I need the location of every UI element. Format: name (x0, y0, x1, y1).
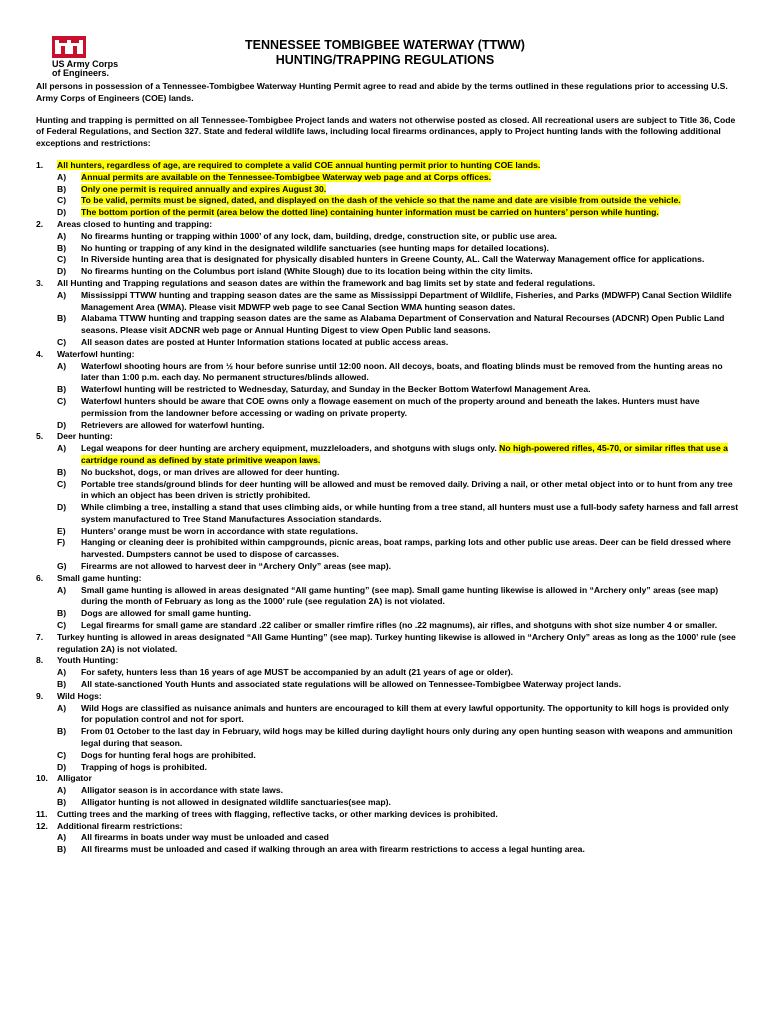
subitem-text-content: Hanging or cleaning deer is prohibited within campgrounds, picnic areas, boat ramps, parking lots and other public use areas. Deer can be field dressed where harvested. Dumpsters cannot be used to dispose of carcasses. (81, 537, 731, 560)
subitem-letter: C) (57, 478, 67, 489)
regulation-item (36, 160, 740, 172)
item-number: 10. (36, 773, 48, 784)
subitem-text-content: Wild Hogs are classified as nuisance animals and hunters are encouraged to kill them at every lawful opportunity. The opportunity to kill hogs is provided only for population control and not for sport. (81, 702, 729, 725)
logo-line2: of Engineers. (52, 68, 110, 78)
subitem-text-content: Waterfowl shooting hours are from ½ hour before sunrise until 12:00 noon. All decoys, boats, and floating blinds must be removed from the hunting areas no later than 1:00 p.m. each day. No permanent structures/blinds allowed. (81, 360, 723, 383)
subitem-text-content: Alabama TTWW hunting and trapping season dates are the same as Alabama Department of Conservation and Natural Recourses (ADCNR) Open Public Land seasons. Please visit ADCNR web page or Annual Hunting Digest to view Open Public land seasons. (81, 313, 725, 336)
subitem-letter: B) (57, 844, 67, 855)
subitem-text (81, 231, 740, 243)
regulation-subitem (36, 585, 740, 609)
subitem-text (81, 313, 740, 337)
regulation-subitem (36, 172, 740, 184)
subitem-text-content: No buckshot, dogs, or man drives are allowed for deer hunting. (81, 466, 340, 477)
item-number: 8. (36, 655, 44, 666)
regulation-item (36, 632, 740, 656)
subitem-text (81, 195, 740, 207)
intro-paragraph: All persons in possession of a Tennessee-Tombigbee Waterway Hunting Permit agree to read and abide by the terms outlined in these regulations prior to accessing U.S. Army Corps of Engineers (COE) lands. (36, 81, 728, 103)
subitem-letter: A) (57, 584, 67, 595)
subitem-letter: D) (57, 266, 67, 277)
subitem-letter: A) (57, 443, 67, 454)
logo-line1: US Army Corps (52, 59, 119, 69)
subitem-letter: A) (57, 171, 67, 182)
item-text (57, 691, 740, 703)
subitem-text (81, 620, 740, 632)
subitem-letter: A) (57, 702, 67, 713)
regulation-subitem (36, 726, 740, 750)
subitem-letter: A) (57, 667, 67, 678)
highlighted-text: The bottom portion of the permit (area below the dotted line) containing hunter information must be carried on hunters’ person while hunting. (81, 207, 659, 218)
subitem-text (81, 290, 740, 314)
regulation-subitem (36, 443, 740, 467)
item-text (57, 809, 740, 821)
highlighted-text: Annual permits are available on the Tennessee-Tombigbee Waterway web page and at Corps offices. (81, 171, 492, 182)
subitem-letter: B) (57, 466, 67, 477)
regulation-item (36, 691, 740, 703)
title-line2: HUNTING/TRAPPING REGULATIONS (275, 53, 495, 67)
subitem-letter: C) (57, 395, 67, 406)
subitem-text-content: Portable tree stands/ground blinds for deer hunting will be allowed and must be removed daily. Driving a nail, or other metal object into or to hunt from any tree in which an object has been driven is strictly prohibited. (81, 478, 733, 501)
subitem-text-content: Alligator season is in accordance with state laws. (81, 785, 284, 796)
regulation-item (36, 349, 740, 361)
subitem-letter: D) (57, 761, 67, 772)
subitem-text (81, 266, 740, 278)
item-text-content: Cutting trees and the marking of trees with flagging, reflective tacks, or other marking devices is prohibited. (57, 808, 498, 819)
subitem-text (81, 785, 740, 797)
subitem-text (81, 207, 740, 219)
regulation-subitem (36, 266, 740, 278)
item-number: 11. (36, 808, 48, 819)
subitem-letter: B) (57, 313, 67, 324)
subitem-text (81, 337, 740, 349)
regulation-subitem (36, 750, 740, 762)
subitem-text (81, 420, 740, 432)
subitem-text-content: Alligator hunting is not allowed in designated wildlife sanctuaries(see map). (81, 797, 391, 808)
subitem-text-content: In Riverside hunting area that is designated for physically disabled hunters in Greene County, AL. Call the Waterway Management office for applications. (81, 254, 705, 265)
subitem-text (81, 361, 740, 385)
subitem-letter: B) (57, 726, 67, 737)
subitem-text-content: Firearms are not allowed to harvest deer in “Archery Only” areas (see map). (81, 561, 391, 572)
subitem-text (81, 750, 740, 762)
regulation-subitem (36, 313, 740, 337)
regulation-item (36, 278, 740, 290)
item-text-content: Turkey hunting is allowed in areas designated “All Game Hunting” (see map). Turkey hunting likewise is allowed in “Archery Only” areas as long as the 1000’ rule (see regulation 2A) is not violated. (57, 631, 736, 654)
subitem-text (81, 526, 740, 538)
regulation-subitem (36, 184, 740, 196)
subitem-letter: A) (57, 785, 67, 796)
title-line1: TENNESSEE TOMBIGBEE WATERWAY (TTWW) (245, 38, 525, 52)
subitem-letter: A) (57, 230, 67, 241)
subitem-letter: C) (57, 336, 67, 347)
subitem-text-content: Dogs are allowed for small game hunting. (81, 608, 251, 619)
regulation-subitem (36, 526, 740, 538)
regulation-subitem (36, 502, 740, 526)
regulation-subitem (36, 832, 740, 844)
subitem-text-content: Retrievers are allowed for waterfowl hunting. (81, 419, 265, 430)
item-number: 7. (36, 631, 44, 642)
subitem-text (81, 844, 740, 856)
item-number: 1. (36, 159, 44, 170)
regulation-item (36, 773, 740, 785)
subitem-text (81, 561, 740, 573)
regulation-item (36, 573, 740, 585)
item-text-content: Small game hunting: (57, 572, 142, 583)
regulation-subitem (36, 207, 740, 219)
subitem-letter: C) (57, 195, 67, 206)
subitem-letter: B) (57, 608, 67, 619)
subitem-letter: A) (57, 832, 67, 843)
subitem-letter: B) (57, 183, 67, 194)
subitem-letter: D) (57, 502, 67, 513)
highlighted-text: To be valid, permits must be signed, dated, and displayed on the dash of the vehicle so that the name and date are visible from outside the vehicle. (81, 195, 681, 206)
regulation-subitem (36, 608, 740, 620)
document-body (36, 81, 740, 856)
item-number: 9. (36, 690, 44, 701)
regulation-item (36, 655, 740, 667)
subitem-text (81, 467, 740, 479)
regulation-subitem (36, 703, 740, 727)
subitem-text-content: For safety, hunters less than 16 years of age MUST be accompanied by an adult (21 years of age or older). (81, 667, 514, 678)
regulation-subitem (36, 479, 740, 503)
item-text (57, 349, 740, 361)
regulation-subitem (36, 420, 740, 432)
subitem-text-content: Legal firearms for small game are standard .22 caliber or smaller rimfire rifles (no .22 magnums), air rifles, and shotguns with shot size number 4 or smaller. (81, 620, 718, 631)
subitem-letter: E) (57, 525, 66, 536)
subitem-text (81, 797, 740, 809)
subitem-text-content: No firearms hunting or trapping within 1000’ of any lock, dam, building, dredge, construction site, or public use area. (81, 230, 558, 241)
item-text-content: Additional firearm restrictions: (57, 820, 183, 831)
regulation-subitem (36, 762, 740, 774)
subitem-text (81, 832, 740, 844)
highlighted-text: All hunters, regardless of age, are required to complete a valid COE annual hunting permit prior to hunting COE lands. (57, 159, 541, 170)
item-text (57, 632, 740, 656)
regulation-subitem (36, 620, 740, 632)
subitem-letter: A) (57, 289, 67, 300)
highlighted-text: No high-powered rifles, 45-70, or similar rifles that use a cartridge round as defined by state primitive weapon laws. (81, 443, 728, 465)
subitem-text (81, 502, 740, 526)
subitem-letter: C) (57, 620, 67, 631)
regulation-subitem (36, 361, 740, 385)
subitem-text (81, 243, 740, 255)
subitem-text (81, 384, 740, 396)
subitem-text-content: From 01 October to the last day in February, wild hogs may be killed during daylight hours only during any open hunting season with weapons and ammunition legal during that season. (81, 726, 733, 749)
regulation-subitem (36, 337, 740, 349)
regulation-item (36, 821, 740, 833)
item-text-content: Alligator (57, 773, 92, 784)
item-number: 12. (36, 820, 48, 831)
item-text (57, 431, 740, 443)
subitem-text-content: Dogs for hunting feral hogs are prohibited. (81, 749, 256, 760)
intro-paragraph: Hunting and trapping is permitted on all Tennessee-Tombigbee Project lands and waters not otherwise posted as closed. All recreational users are subject to Title 36, Code of Federal Regulations, and Section 327. State and federal wildlife laws, including local firearms ordinances, apply to Project hunting lands with the following additional exceptions and restrictions: (36, 114, 736, 149)
regulation-subitem (36, 561, 740, 573)
subitem-text (81, 726, 740, 750)
subitem-text-content: No firearms hunting on the Columbus port island (White Slough) due to its location being within the city limits. (81, 266, 533, 277)
item-number: 3. (36, 277, 44, 288)
subitem-letter: F) (57, 537, 66, 548)
subitem-text (81, 479, 740, 503)
item-number: 4. (36, 348, 44, 359)
regulation-subitem (36, 290, 740, 314)
subitem-text (81, 172, 740, 184)
subitem-letter: C) (57, 254, 67, 265)
subitem-text-content: Waterfowl hunters should be aware that COE owns only a flowage easement on much of the property around and beneath the lakes. Hunters must have permission from the landowner before accessing or wading on private property. (81, 395, 700, 418)
item-number: 2. (36, 218, 44, 229)
regulation-subitem (36, 254, 740, 266)
highlighted-text: Only one permit is required annually and expires August 30. (81, 183, 327, 194)
subitem-text (81, 608, 740, 620)
subitem-letter: D) (57, 419, 67, 430)
item-number: 6. (36, 572, 44, 583)
regulation-subitem (36, 384, 740, 396)
subitem-text-content: While climbing a tree, installing a stand that uses climbing aids, or while hunting from a tree stand, all hunters must use a full-body safety harness and fall arrest system manufactured to Tree Stand Manufactures Association standards. (81, 502, 739, 524)
subitem-text-content: Mississippi TTWW hunting and trapping season dates are the same as Mississippi Department of Wildlife, Fisheries, and Parks (MDWFP) Canal Section Wildlife Management Area (WMA). Please visit MDWFP web page to see Canal Section WMA hunting season dates. (81, 289, 732, 312)
subitem-text-content: Waterfowl hunting will be restricted to Wednesday, Saturday, and Sunday in the Becker Bottom Waterfowl Management Area. (81, 384, 591, 395)
subitem-letter: D) (57, 207, 67, 218)
item-text-content: Waterfowl hunting: (57, 348, 135, 359)
subitem-text (81, 184, 740, 196)
regulation-subitem (36, 396, 740, 420)
item-text (57, 821, 740, 833)
regulation-subitem (36, 195, 740, 207)
subitem-text (81, 396, 740, 420)
regulation-subitem (36, 243, 740, 255)
document-title (0, 38, 770, 68)
regulation-list (36, 160, 740, 856)
regulation-subitem (36, 467, 740, 479)
subitem-text (81, 537, 740, 561)
regulation-subitem (36, 537, 740, 561)
regulation-subitem (36, 797, 740, 809)
subitem-text (81, 585, 740, 609)
item-text (57, 278, 740, 290)
subitem-text-content: All state-sanctioned Youth Hunts and associated state regulations will be allowed on Tennessee-Tombigbee Waterway project lands. (81, 679, 622, 690)
subitem-text-content: Hunters’ orange must be worn in accordance with state regulations. (81, 525, 358, 536)
subitem-text (81, 703, 740, 727)
regulation-item (36, 809, 740, 821)
item-text-content: Deer hunting: (57, 431, 113, 442)
subitem-text (81, 679, 740, 691)
subitem-text-content: Legal weapons for deer hunting are archery equipment, muzzleloaders, and shotguns with slugs only. (81, 443, 497, 454)
subitem-letter: B) (57, 242, 67, 253)
subitem-letter: G) (57, 561, 67, 572)
subitem-letter: B) (57, 797, 67, 808)
subitem-text-content: Trapping of hogs is prohibited. (81, 761, 208, 772)
regulation-item (36, 431, 740, 443)
item-number: 5. (36, 431, 44, 442)
subitem-letter: B) (57, 384, 67, 395)
subitem-text (81, 443, 740, 467)
subitem-letter: B) (57, 679, 67, 690)
subitem-text-content: All firearms in boats under way must be unloaded and cased (81, 832, 329, 843)
regulation-subitem (36, 844, 740, 856)
subitem-text-content: All season dates are posted at Hunter Information stations located at public access areas. (81, 336, 449, 347)
regulation-subitem (36, 231, 740, 243)
regulation-subitem (36, 667, 740, 679)
item-text-content: Areas closed to hunting and trapping: (57, 218, 213, 229)
subitem-letter: A) (57, 360, 67, 371)
item-text-content: All Hunting and Trapping regulations and season dates are within the framework and bag limits set by state and federal regulations. (57, 277, 596, 288)
subitem-text (81, 762, 740, 774)
subitem-text-content: No hunting or trapping of any kind in the designated wildlife sanctuaries (see hunting maps for detailed locations). (81, 242, 549, 253)
subitem-text-content: All firearms must be unloaded and cased if walking through an area with firearm restrictions to access a legal hunting area. (81, 844, 585, 855)
item-text (57, 773, 740, 785)
regulation-subitem (36, 679, 740, 691)
item-text-content: Youth Hunting: (57, 655, 119, 666)
item-text (57, 655, 740, 667)
item-text-content: Wild Hogs: (57, 690, 102, 701)
regulation-subitem (36, 785, 740, 797)
regulation-item (36, 219, 740, 231)
subitem-text-content: Small game hunting is allowed in areas designated “All game hunting” (see map). Small game hunting likewise is allowed in “Archery only” areas (see map) during the month of February as long as the 1000’ rule (see regulation 2A) is not violated. (81, 584, 719, 607)
item-text (57, 219, 740, 231)
subitem-text (81, 254, 740, 266)
subitem-letter: C) (57, 749, 67, 760)
item-text (57, 160, 740, 172)
item-text (57, 573, 740, 585)
subitem-text (81, 667, 740, 679)
